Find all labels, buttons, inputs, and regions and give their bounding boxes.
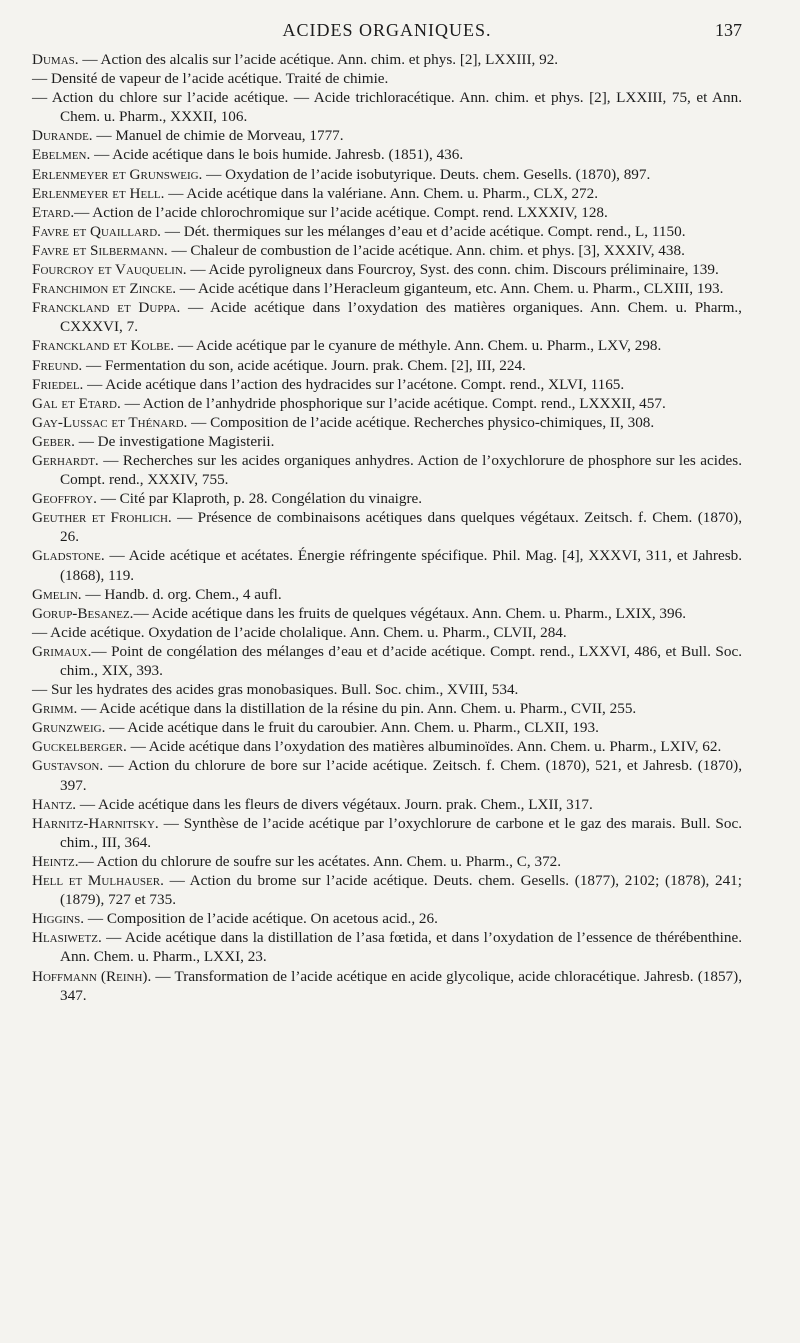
running-title: ACIDES ORGANIQUES. xyxy=(282,20,492,40)
entry-author: Gladstone. xyxy=(32,547,105,565)
entry-text: — Composition de l’acide acétique. On acetous acid., 26. xyxy=(84,910,438,928)
entry-text: — Acide acétique dans la distillation de la résine du pin. Ann. Chem. u. Pharm., CVII, 255. xyxy=(77,700,637,718)
entry-text: — Synthèse de l’acide acétique par l’oxychlorure de carbone et le gaz des marais. Bull. Soc. chim., III, 364. xyxy=(60,814,742,851)
entry-text: — Composition de l’acide acétique. Recherches physico-chimiques, II, 308. xyxy=(187,413,655,431)
entry-text: — Acide acétique dans le fruit du caroubier. Ann. Chem. u. Pharm., CLXII, 193. xyxy=(105,719,599,737)
entry-author: Gal et Etard. xyxy=(32,394,121,412)
entry-text: — Action du brome sur l’acide acétique. Deuts. chem. Gesells. (1877), 2102; (1878), 241; (1879), 727 et 735. xyxy=(60,872,742,909)
bibliography-entry xyxy=(32,737,742,756)
bibliography-entry xyxy=(32,814,742,852)
entry-text: — Cité par Klaproth, p. 28. Congélation du vinaigre. xyxy=(96,490,423,508)
entry-text: — Action de l’anhydride phosphorique sur l’acide acétique. Compt. rend., LXXXII, 457. xyxy=(120,394,666,412)
entry-text: — Acide acétique dans le bois humide. Jahresb. (1851), 436. xyxy=(90,146,464,164)
bibliography-entry xyxy=(32,604,742,623)
entry-author: Grimm. xyxy=(32,700,78,718)
bibliography-entry xyxy=(32,222,742,241)
bibliography-entry xyxy=(32,126,742,145)
entry-text: — Action du chlorure de bore sur l’acide acétique. Zeitsch. f. Chem. (1870), 521, et Jahresb. (1870), 397. xyxy=(60,757,742,794)
entry-author: Gorup-Besanez. xyxy=(32,604,134,622)
entry-text: — Point de congélation des mélanges d’eau et d’acide acétique. Compt. rend., LXXVI, 486, et Bull. Soc. chim., XIX, 393. xyxy=(60,642,742,679)
bibliography-entry xyxy=(32,718,742,737)
entry-author: Franckland et Kolbe. xyxy=(32,337,175,355)
bibliography-entry xyxy=(32,203,742,222)
entry-author: Gustavson. xyxy=(32,757,104,775)
bibliography-entry xyxy=(32,489,742,508)
bibliography-entry xyxy=(32,260,742,279)
bibliography-entry xyxy=(32,165,742,184)
bibliography-entry xyxy=(32,623,742,642)
bibliography-entry xyxy=(32,50,742,69)
bibliography-entry xyxy=(32,375,742,394)
entry-author: Fourcroy et Vauquelin. xyxy=(32,261,187,279)
bibliography-entry xyxy=(32,680,742,699)
bibliography-entry xyxy=(32,356,742,375)
bibliography-entry xyxy=(32,145,742,164)
bibliography-entry xyxy=(32,585,742,604)
entry-text: — Recherches sur les acides organiques anhydres. Action de l’oxychlorure de phosphore sur les acides. Compt. rend., XXXIV, 755. xyxy=(60,451,742,489)
entry-text: — Densité de vapeur de l’acide acétique. Traité de chimie. xyxy=(32,70,389,88)
bibliography-entry xyxy=(32,756,742,794)
entry-author: Gerhardt. xyxy=(32,451,99,469)
entry-author: Gay-Lussac et Thénard. xyxy=(32,413,188,431)
entry-author: Franckland et Duppa. xyxy=(32,299,181,317)
entry-text: — Action de l’acide chlorochromique sur l’acide acétique. Compt. rend. LXXXIV, 128. xyxy=(74,203,608,221)
bibliography-entry xyxy=(32,699,742,718)
entry-author: Erlenmeyer et Hell. xyxy=(32,184,165,202)
bibliography-entry xyxy=(32,336,742,355)
entry-text: — Transformation de l’acide acétique en acide glycolique, acide chloracétique. Jahresb. (1857), 347. xyxy=(60,967,742,1004)
entry-text: — Sur les hydrates des acides gras monobasiques. Bull. Soc. chim., XVIII, 534. xyxy=(32,681,519,699)
bibliography-entry xyxy=(32,928,742,966)
entry-text: — Dét. thermiques sur les mélanges d’eau et d’acide acétique. Compt. rend., L, 1150. xyxy=(160,222,686,240)
entry-text: — Acide acétique dans les fleurs de divers végétaux. Journ. prak. Chem., LXII, 317. xyxy=(76,795,593,813)
entry-author: Durande. xyxy=(32,127,93,145)
entry-author: Geoffroy. xyxy=(32,490,97,508)
entry-text: — Action du chlorure de soufre sur les acétates. Ann. Chem. u. Pharm., C, 372. xyxy=(78,852,562,870)
entry-text: — Acide acétique dans les fruits de quelques végétaux. Ann. Chem. u. Pharm., LXIX, 396. xyxy=(133,604,687,622)
bibliography-list xyxy=(32,50,742,1005)
entry-author: Ebelmen. xyxy=(32,146,91,164)
bibliography-entry xyxy=(32,279,742,298)
entry-author: Etard. xyxy=(32,203,75,221)
entry-text: — Acide acétique dans l’action des hydracides sur l’acétone. Compt. rend., XLVI, 1165. xyxy=(83,375,625,393)
bibliography-entry xyxy=(32,88,742,126)
entry-text: — Handb. d. org. Chem., 4 aufl. xyxy=(81,585,282,603)
entry-text: — Acide acétique dans l’oxydation des matières organiques. Ann. Chem. u. Pharm., CXXXVI, 7. xyxy=(60,299,742,336)
bibliography-entry xyxy=(32,871,742,909)
entry-author: Freund. xyxy=(32,356,83,374)
entry-text: — Chaleur de combustion de l’acide acétique. Ann. chim. et phys. [3], XXXIV, 438. xyxy=(167,241,685,259)
bibliography-entry xyxy=(32,508,742,546)
bibliography-entry xyxy=(32,432,742,451)
bibliography-entry xyxy=(32,184,742,203)
bibliography-entry xyxy=(32,909,742,928)
entry-author: Favre et Quaillard. xyxy=(32,222,161,240)
entry-author: Erlenmeyer et Grunsweig. xyxy=(32,165,203,183)
entry-author: Harnitz-Harnitsky. xyxy=(32,814,159,832)
entry-author: Hell et Mulhauser. xyxy=(32,872,164,890)
entry-text: — Acide acétique dans l’Heracleum giganteum, etc. Ann. Chem. u. Pharm., CLXIII, 193. xyxy=(176,280,724,298)
entry-text: — Action des alcalis sur l’acide acétique. Ann. chim. et phys. [2], LXXIII, 92. xyxy=(78,51,559,68)
entry-author: Dumas. xyxy=(32,51,79,68)
entry-text: — Acide acétique et acétates. Énergie réfringente spécifique. Phil. Mag. [4], XXXVI, 311, et Jahresb. (1868), 119. xyxy=(60,547,742,584)
entry-author: Higgins. xyxy=(32,910,85,928)
bibliography-entry xyxy=(32,241,742,260)
entry-author: Favre et Silbermann. xyxy=(32,241,168,259)
entry-text: — Manuel de chimie de Morveau, 1777. xyxy=(92,127,344,145)
entry-text: — Présence de combinaisons acétiques dans quelques végétaux. Zeitsch. f. Chem. (1870), 26. xyxy=(60,509,742,546)
bibliography-entry xyxy=(32,795,742,814)
entry-author: Grimaux. xyxy=(32,642,92,660)
bibliography-entry xyxy=(32,967,742,1005)
entry-author: Gmelin. xyxy=(32,585,82,603)
page-number: 137 xyxy=(715,20,742,40)
entry-text: — Acide acétique par le cyanure de méthyle. Ann. Chem. u. Pharm., LXV, 298. xyxy=(174,337,662,355)
entry-text: — Acide acétique dans l’oxydation des matières albuminoïdes. Ann. Chem. u. Pharm., LXIV, 62. xyxy=(126,738,722,756)
entry-text: — Fermentation du son, acide acétique. Journ. prak. Chem. [2], III, 224. xyxy=(82,356,526,374)
bibliography-entry xyxy=(32,413,742,432)
bibliography-entry xyxy=(32,852,742,871)
entry-text: — Acide pyroligneux dans Fourcroy, Syst. des conn. chim. Discours préliminaire, 139. xyxy=(186,261,719,279)
bibliography-entry xyxy=(32,451,742,489)
entry-author: Heintz. xyxy=(32,852,79,870)
entry-text: — Acide acétique. Oxydation de l’acide cholalique. Ann. Chem. u. Pharm., CLVII, 284. xyxy=(32,623,567,641)
entry-author: Friedel. xyxy=(32,375,84,393)
entry-author: Hoffmann (Reinh). xyxy=(32,967,152,985)
entry-text: — Action du chlore sur l’acide acétique. — Acide trichloracétique. Ann. chim. et phys. [2], LXXIII, 75, et Ann. Chem. u. Pharm., XXXII, 106. xyxy=(32,89,742,126)
page-header xyxy=(32,18,742,48)
bibliography-entry xyxy=(32,298,742,336)
bibliography-entry xyxy=(32,546,742,584)
entry-author: Hlasiwetz. xyxy=(32,929,102,947)
entry-text: — Acide acétique dans la valériane. Ann. Chem. u. Pharm., CLX, 272. xyxy=(164,184,599,202)
entry-text: — Acide acétique dans la distillation de l’asa fœtida, et dans l’oxydation de l’essence de thérébenthine. Ann. Chem. u. Pharm., LXXI, 23. xyxy=(60,929,742,966)
bibliography-entry xyxy=(32,394,742,413)
entry-text: — Oxydation de l’acide isobutyrique. Deuts. chem. Gesells. (1870), 897. xyxy=(202,165,651,183)
entry-author: Hantz. xyxy=(32,795,77,813)
entry-author: Geber. xyxy=(32,432,75,450)
entry-text: — De investigatione Magisterii. xyxy=(74,432,275,450)
entry-author: Guckelberger. xyxy=(32,738,127,756)
entry-author: Geuther et Frohlich. xyxy=(32,509,172,527)
bibliography-entry xyxy=(32,69,742,88)
entry-author: Franchimon et Zincke. xyxy=(32,280,176,298)
bibliography-entry xyxy=(32,642,742,680)
entry-author: Grunzweig. xyxy=(32,719,106,737)
